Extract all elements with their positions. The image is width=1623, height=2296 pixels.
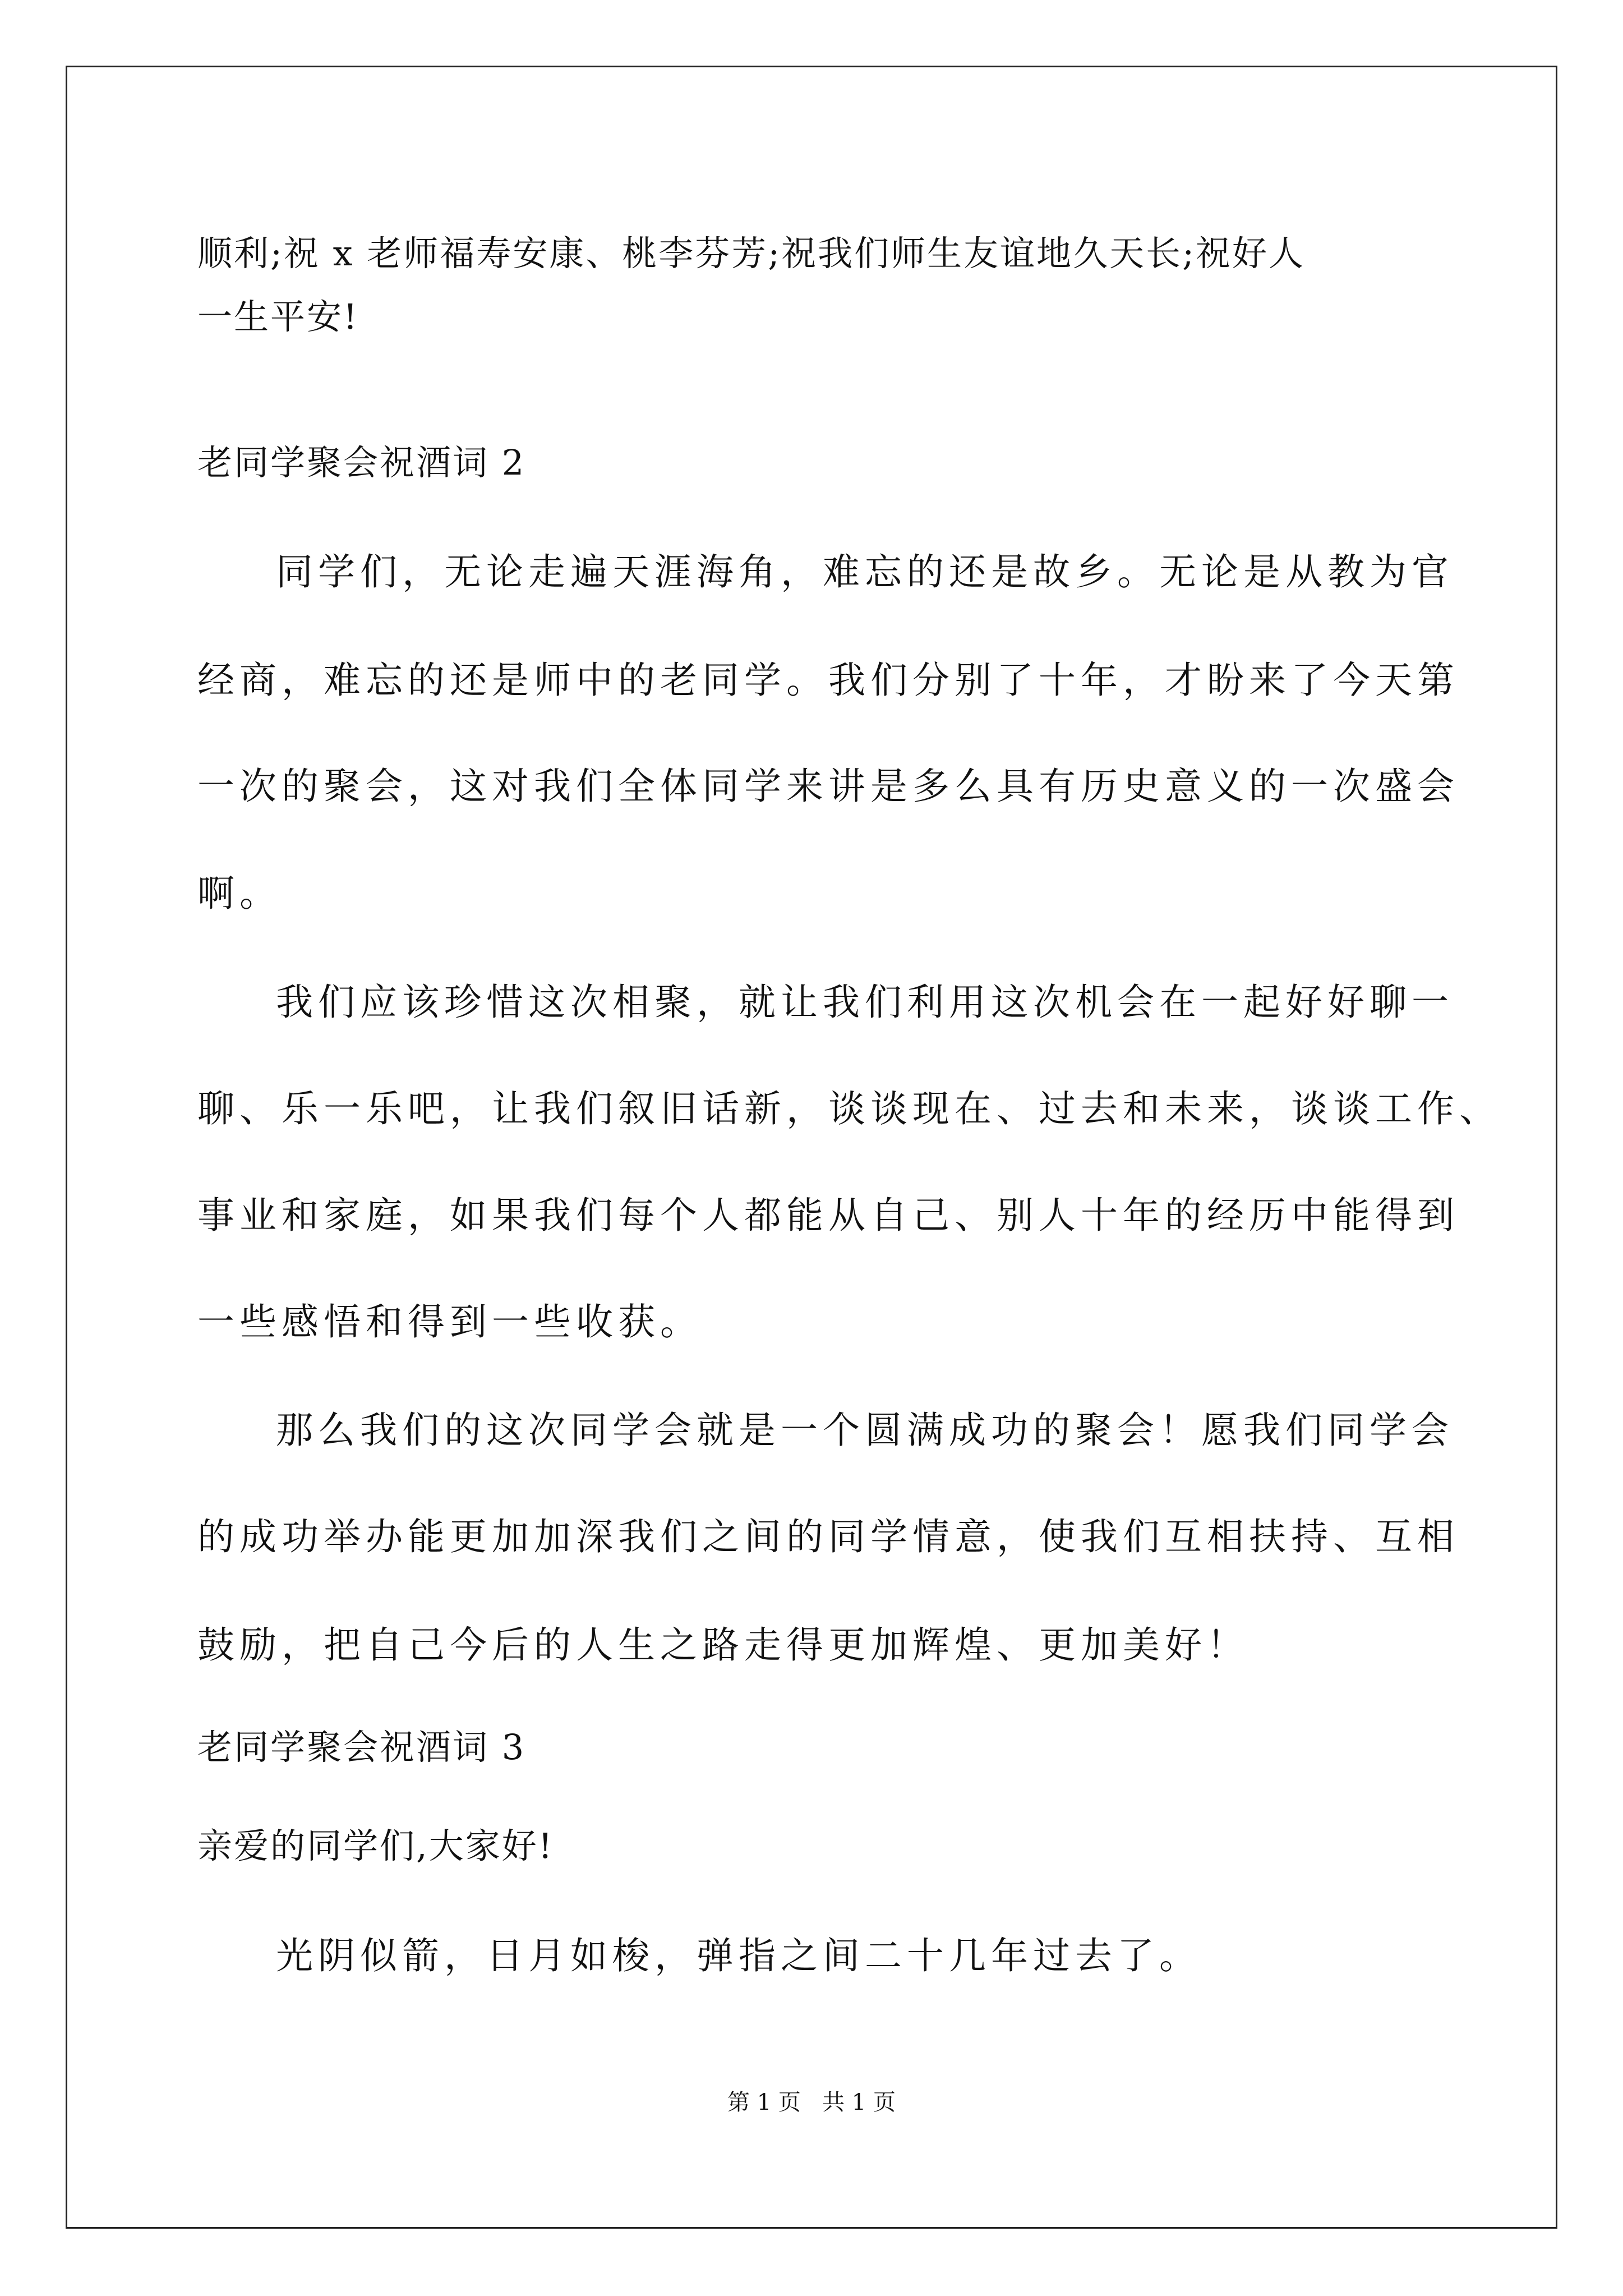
text-line-2: 一生平安! [197,296,359,337]
paragraph-1-line-3: 一次的聚会，这对我们全体同学来讲是多么具有历史意义的一次盛会 [197,765,1459,808]
paragraph-1-line-1: 同学们，无论走遍天涯海角，难忘的还是故乡。无论是从教为官 [276,550,1454,593]
paragraph-2-line-3: 事业和家庭，如果我们每个人都能从自己、别人十年的经历中能得到 [197,1194,1459,1237]
greeting-line: 亲爱的同学们,大家好! [197,1825,554,1866]
paragraph-1-line-2: 经商，难忘的还是师中的老同学。我们分别了十年，才盼来了今天第 [197,659,1459,702]
section-heading-2: 老同学聚会祝酒词 2 [197,442,526,483]
paragraph-2-line-4: 一些感悟和得到一些收获。 [197,1300,702,1343]
paragraph-3-line-2: 的成功举办能更加加深我们之间的同学情意，使我们互相扶持、互相 [197,1515,1459,1558]
paragraph-1-line-4: 啊。 [197,872,282,915]
page-footer: 第 1 页 共 1 页 [727,2090,896,2115]
paragraph-4-line-1: 光阴似箭，日月如梭，弹指之间二十几年过去了。 [276,1934,1201,1977]
section-heading-3: 老同学聚会祝酒词 3 [197,1727,526,1768]
paragraph-3-line-3: 鼓励，把自己今后的人生之路走得更加辉煌、更加美好！ [197,1623,1249,1667]
paragraph-2-line-1: 我们应该珍惜这次相聚，就让我们利用这次机会在一起好好聊一 [276,981,1454,1024]
page-border [66,66,1557,2229]
paragraph-2-line-2: 聊、乐一乐吧，让我们叙旧话新，谈谈现在、过去和未来，谈谈工作、 [197,1087,1501,1130]
text-line-1: 顺利;祝 x 老师福寿安康、桃李芬芳;祝我们师生友谊地久天长;祝好人 [197,233,1306,274]
paragraph-3-line-1: 那么我们的这次同学会就是一个圆满成功的聚会！愿我们同学会 [276,1409,1454,1452]
